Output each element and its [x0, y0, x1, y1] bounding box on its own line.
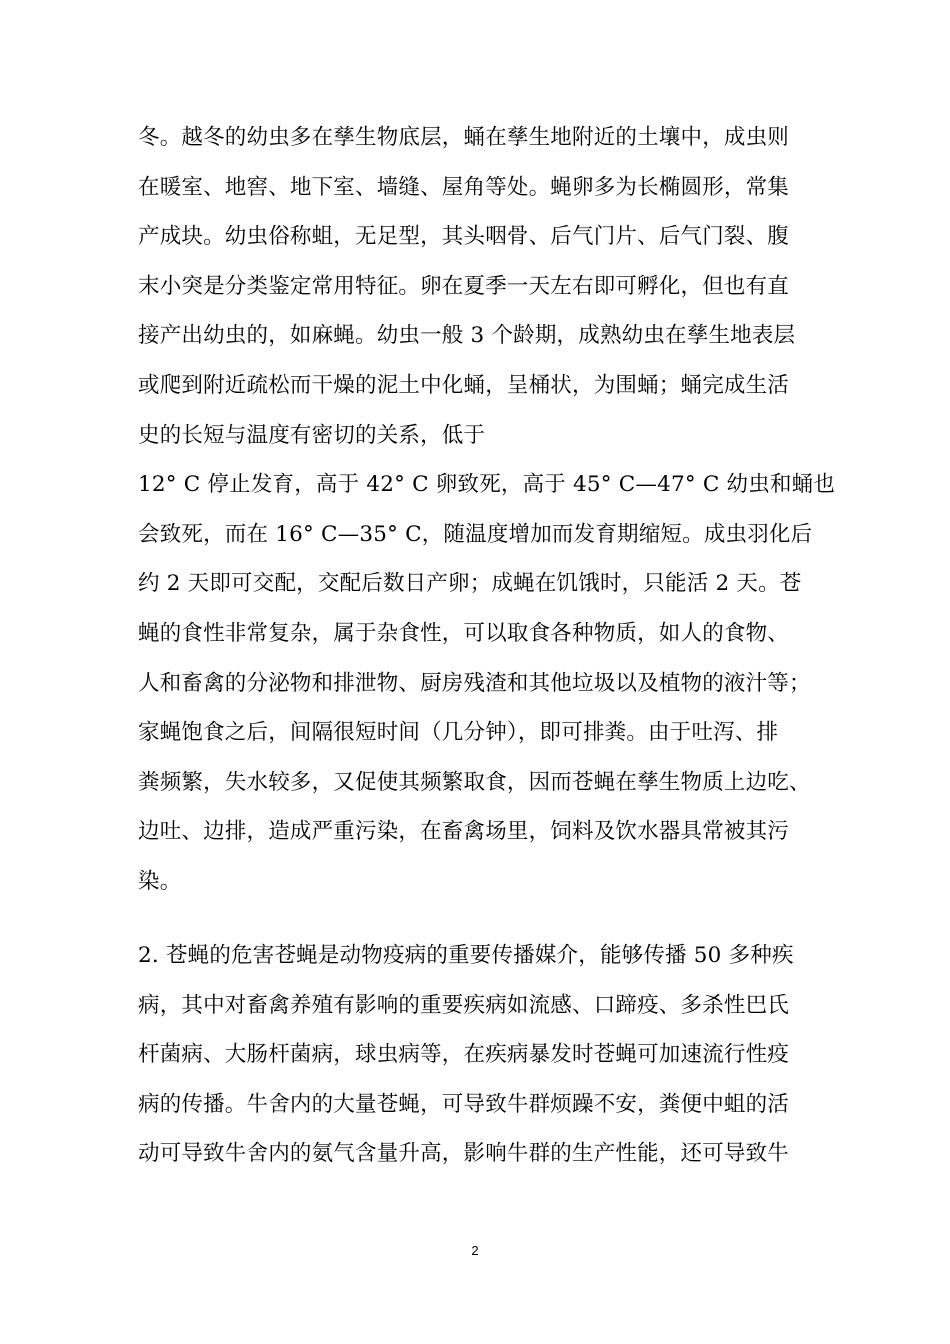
text-line: 病的传播。牛舍内的大量苍蝇，可导致牛群烦躁不安，粪便中蛆的活 [138, 1091, 790, 1117]
text-line: 人和畜禽的分泌物和排泄物、厨房残渣和其他垃圾以及植物的液汁等； [138, 670, 811, 696]
paragraph-fly-hazards [138, 939, 818, 1187]
text-line: 会致死，而在 16° C—35° C，随温度增加而发育期缩短。成虫羽化后 [138, 521, 813, 547]
text-line: 家蝇饱食之后，间隔很短时间（几分钟），即可排粪。由于吐泻、排 [138, 720, 779, 746]
text-line: 边吐、边排，造成严重污染，在畜禽场里，饲料及饮水器具常被其污 [138, 819, 790, 845]
page-number: 2 [471, 1243, 479, 1258]
text-line: 在暖室、地窖、地下室、墙缝、屋角等处。蝇卵多为长椭圆形，常集 [138, 174, 790, 200]
text-line: 冬。越冬的幼虫多在孳生物底层，蛹在孳生地附近的土壤中，成虫则 [138, 125, 790, 150]
text-line: 粪频繁，失水较多，又促使其频繁取食，因而苍蝇在孳生物质上边吃、 [138, 769, 811, 795]
text-line: 2. 苍蝇的危害苍蝇是动物疫病的重要传播媒介，能够传播 50 多种疾 [138, 943, 794, 968]
paragraph-fly-biology [138, 121, 836, 915]
text-line: 蝇的食性非常复杂，属于杂食性，可以取食各种物质，如人的食物、 [138, 620, 790, 646]
text-line: 接产出幼虫的，如麻蝇。幼虫一般 3 个龄期，成熟幼虫在孳生地表层 [138, 323, 796, 349]
text-line: 约 2 天即可交配，交配后数日产卵；成蝇在饥饿时，只能活 2 天。苍 [138, 571, 802, 597]
text-line: 末小突是分类鉴定常用特征。卵在夏季一天左右即可孵化，但也有直 [138, 273, 790, 299]
text-line: 染。 [138, 868, 182, 894]
text-line: 产成块。幼虫俗称蛆，无足型，其头咽骨、后气门片、后气门裂、腹 [138, 224, 790, 250]
text-line: 杆菌病、大肠杆菌病，球虫病等，在疾病暴发时苍蝇可加速流行性疫 [138, 1042, 790, 1068]
text-line: 动可导致牛舍内的氨气含量升高，影响牛群的生产性能，还可导致牛 [138, 1141, 790, 1167]
text-line: 或爬到附近疏松而干燥的泥土中化蛹，呈桶状，为围蛹；蛹完成生活 [138, 372, 790, 398]
text-line: 史的长短与温度有密切的关系，低于 [138, 422, 486, 448]
text-line: 12° C 停止发育，高于 42° C 卵致死，高于 45° C—47° C 幼虫和蛹也 [138, 472, 836, 498]
text-line: 病，其中对畜禽养殖有影响的重要疾病如流感、口蹄疫、多杀性巴氏 [138, 992, 790, 1018]
